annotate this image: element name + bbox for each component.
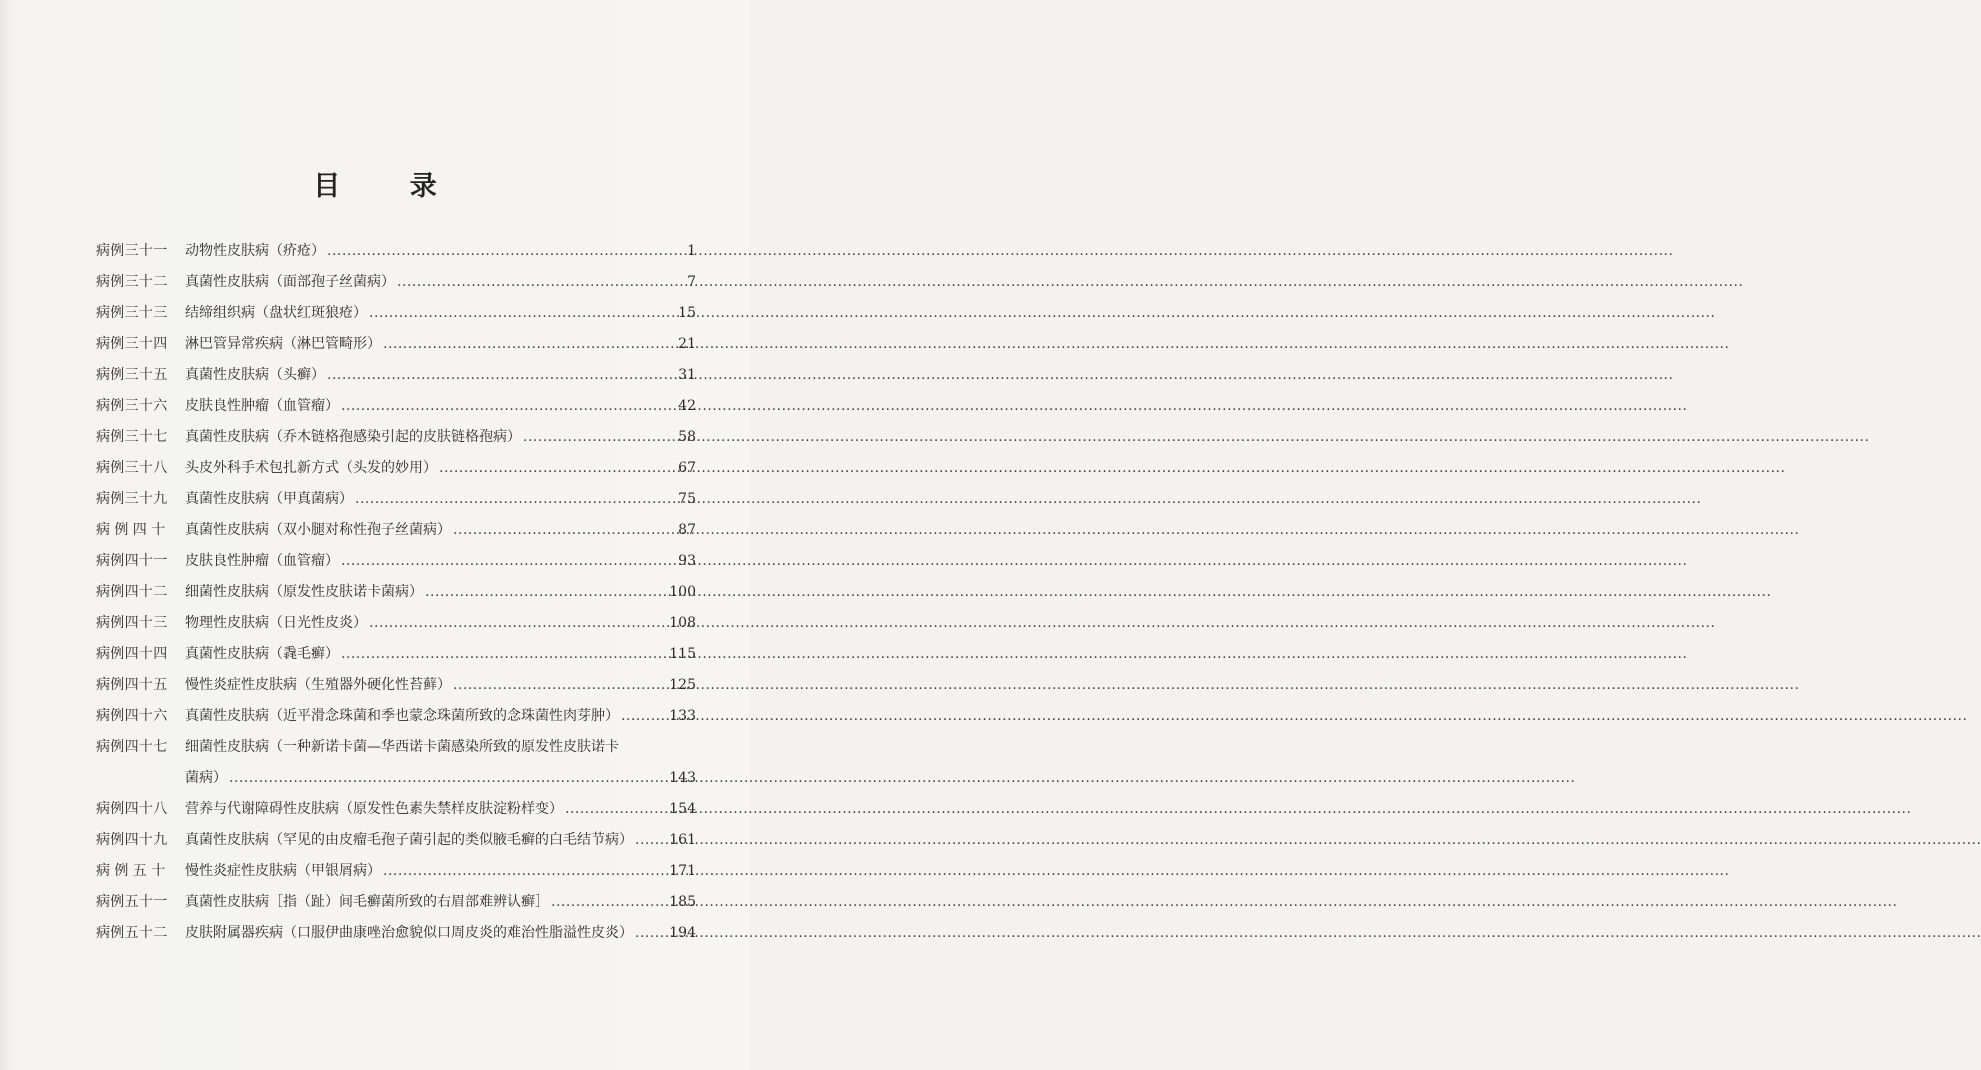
case-number: 病例四十五 — [96, 677, 168, 693]
entry-title: 真菌性皮肤病（乔木链格孢感染引起的皮肤链格孢病） — [185, 429, 521, 445]
entry-title: 真菌性皮肤病（面部孢子丝菌病） — [185, 274, 395, 290]
toc-entry[interactable] — [96, 484, 696, 515]
page-number: 67 — [678, 460, 696, 476]
case-number: 病例四十四 — [96, 646, 168, 662]
leader-dots — [383, 856, 667, 887]
entry-title: 头皮外科手术包扎新方式（头发的妙用） — [185, 460, 437, 476]
toc-entry[interactable] — [96, 701, 696, 732]
case-number: 病例四十七 — [96, 739, 168, 755]
leader-dots — [425, 577, 667, 608]
leader-dots — [635, 918, 667, 949]
toc-entry-continuation[interactable] — [96, 763, 696, 794]
toc-entry[interactable] — [96, 453, 696, 484]
leader-dots — [341, 546, 676, 577]
leader-dots — [621, 701, 667, 732]
case-number: 病例五十 — [96, 863, 170, 879]
case-number: 病例五十一 — [96, 894, 168, 910]
leader-dots — [397, 267, 685, 298]
toc-entry[interactable] — [96, 577, 696, 608]
page-number: 108 — [669, 615, 696, 631]
leader-dots — [229, 763, 667, 794]
page-number: 87 — [678, 522, 696, 538]
case-number: 病例三十九 — [96, 491, 168, 507]
entry-title: 淋巴管异常疾病（淋巴管畸形） — [185, 336, 381, 352]
page-number: 115 — [669, 646, 696, 662]
table-of-contents — [96, 236, 696, 949]
page-number: 143 — [669, 770, 696, 786]
toc-entry[interactable] — [96, 267, 696, 298]
toc-entry[interactable] — [96, 825, 696, 856]
toc-entry[interactable] — [96, 856, 696, 887]
page-number: 133 — [669, 708, 696, 724]
entry-title: 真菌性皮肤病（近平滑念珠菌和季也蒙念珠菌所致的念珠菌性肉芽肿） — [185, 708, 619, 724]
case-number: 病例三十五 — [96, 367, 168, 383]
book-page — [0, 0, 750, 1070]
page-number: 75 — [678, 491, 696, 507]
entry-title: 真菌性皮肤病（双小腿对称性孢子丝菌病） — [185, 522, 451, 538]
case-number: 病例三十三 — [96, 305, 168, 321]
leader-dots — [341, 639, 667, 670]
page-number: 58 — [678, 429, 696, 445]
entry-title: 皮肤附属器疾病（口服伊曲康唑治愈貌似口周皮炎的难治性脂溢性皮炎） — [185, 925, 633, 941]
page-number: 31 — [678, 367, 696, 383]
page-number: 1 — [687, 243, 696, 259]
entry-title: 慢性炎症性皮肤病（生殖器外硬化性苔藓） — [185, 677, 451, 693]
entry-title: 真菌性皮肤病（头癣） — [185, 367, 325, 383]
page-number: 185 — [669, 894, 696, 910]
page-number: 21 — [678, 336, 696, 352]
leader-dots — [383, 329, 676, 360]
leader-dots — [369, 298, 676, 329]
case-number: 病例四十一 — [96, 553, 168, 569]
page-number: 154 — [669, 801, 696, 817]
toc-entry[interactable] — [96, 360, 696, 391]
page-title: 目 录 — [313, 171, 467, 202]
leader-dots — [635, 825, 667, 856]
entry-title: 细菌性皮肤病（原发性皮肤诺卡菌病） — [185, 584, 423, 600]
entry-title: 真菌性皮肤病［指（趾）间毛癣菌所致的右眉部难辨认癣］ — [185, 894, 549, 910]
entry-title-continued: 菌病） — [185, 770, 227, 786]
toc-entry[interactable] — [96, 608, 696, 639]
page-number: 93 — [678, 553, 696, 569]
leader-dots — [327, 360, 676, 391]
entry-title: 结缔组织病（盘状红斑狼疮） — [185, 305, 367, 321]
page-number: 171 — [669, 863, 696, 879]
toc-entry[interactable] — [96, 329, 696, 360]
case-number: 病例五十二 — [96, 925, 168, 941]
entry-title: 真菌性皮肤病（甲真菌病） — [185, 491, 353, 507]
leader-dots — [355, 484, 676, 515]
toc-entry[interactable] — [96, 546, 696, 577]
toc-entry[interactable] — [96, 732, 696, 763]
leader-dots — [439, 453, 676, 484]
page-number: 7 — [687, 274, 696, 290]
toc-entry[interactable] — [96, 236, 696, 267]
case-number: 病例四十二 — [96, 584, 168, 600]
page-number: 194 — [669, 925, 696, 941]
entry-title: 细菌性皮肤病（一种新诺卡菌—华西诺卡菌感染所致的原发性皮肤诺卡 — [185, 739, 619, 755]
toc-entry[interactable] — [96, 422, 696, 453]
page-number: 161 — [669, 832, 696, 848]
leader-dots — [453, 515, 676, 546]
toc-entry[interactable] — [96, 298, 696, 329]
entry-title: 皮肤良性肿瘤（血管瘤） — [185, 398, 339, 414]
page-number: 125 — [669, 677, 696, 693]
toc-entry[interactable] — [96, 515, 696, 546]
entry-title: 真菌性皮肤病（罕见的由皮瘤毛孢子菌引起的类似腋毛癣的白毛结节病） — [185, 832, 633, 848]
toc-entry[interactable] — [96, 918, 696, 949]
leader-dots — [551, 887, 667, 918]
case-number: 病例三十一 — [96, 243, 168, 259]
entry-title: 营养与代谢障碍性皮肤病（原发性色素失禁样皮肤淀粉样变） — [185, 801, 563, 817]
entry-title: 动物性皮肤病（疥疮） — [185, 243, 325, 259]
page-number: 100 — [669, 584, 696, 600]
entry-title: 慢性炎症性皮肤病（甲银屑病） — [185, 863, 381, 879]
case-number: 病例四十六 — [96, 708, 168, 724]
case-number: 病例三十八 — [96, 460, 168, 476]
case-number: 病例四十九 — [96, 832, 168, 848]
case-number: 病例四十 — [96, 522, 170, 538]
page-number: 42 — [678, 398, 696, 414]
case-number: 病例三十六 — [96, 398, 168, 414]
leader-dots — [453, 670, 667, 701]
toc-entry[interactable] — [96, 887, 696, 918]
entry-title: 真菌性皮肤病（毳毛癣） — [185, 646, 339, 662]
leader-dots — [565, 794, 667, 825]
page-number: 15 — [678, 305, 696, 321]
case-number: 病例四十三 — [96, 615, 168, 631]
case-number: 病例三十二 — [96, 274, 168, 290]
toc-entry[interactable] — [96, 391, 696, 422]
case-number: 病例四十八 — [96, 801, 168, 817]
entry-title: 物理性皮肤病（日光性皮炎） — [185, 615, 367, 631]
toc-entry[interactable] — [96, 794, 696, 825]
leader-dots — [341, 391, 676, 422]
toc-entry[interactable] — [96, 639, 696, 670]
leader-dots — [523, 422, 676, 453]
leader-dots — [369, 608, 667, 639]
case-number: 病例三十七 — [96, 429, 168, 445]
leader-dots — [327, 236, 685, 267]
toc-entry[interactable] — [96, 670, 696, 701]
entry-title: 皮肤良性肿瘤（血管瘤） — [185, 553, 339, 569]
case-number: 病例三十四 — [96, 336, 168, 352]
